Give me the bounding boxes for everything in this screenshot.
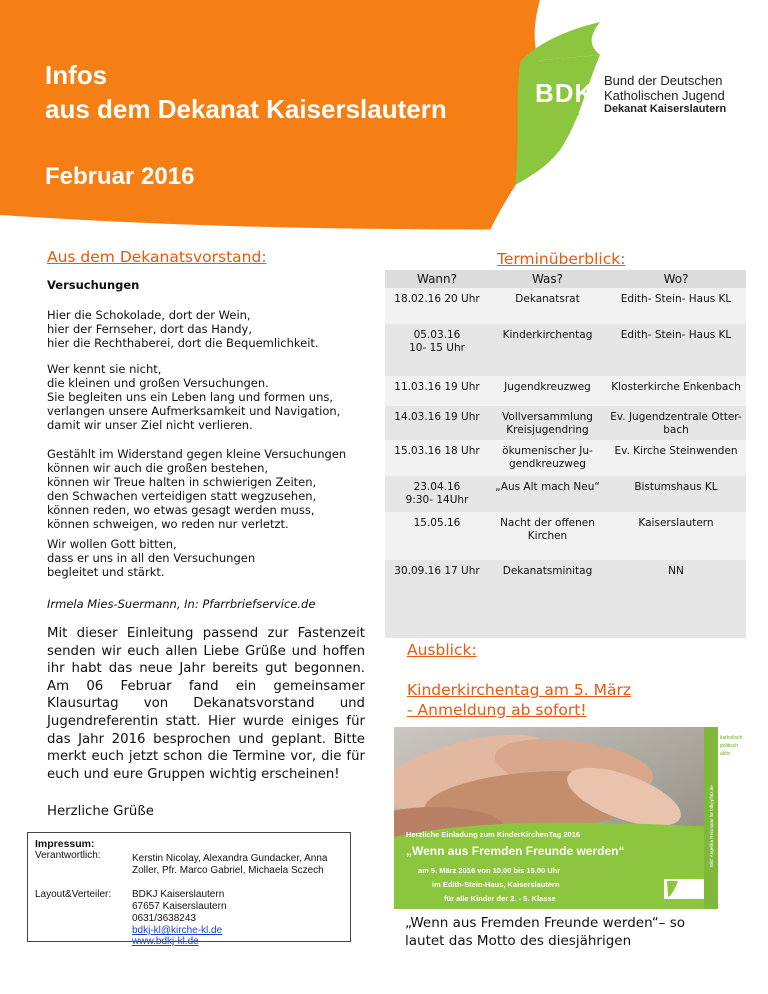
impressum-title: Impressum: [35,838,95,850]
flyer-credit: Bild: Angelika Reismann für bdkj-pfalz.de [709,785,714,867]
poem-stanza: Hier die Schokolade, dort der Wein, hier der Fernseher, dort das Handy, hier die Rechthaberei, dort die Bequemlichkeit. [47,308,319,350]
termine-heading: Terminüberblick: [497,250,626,268]
cell-wann: 14.03.16 19 Uhr [394,411,480,423]
poem-title: Versuchungen [47,278,140,292]
verantwortlich-value: Kerstin Nicolay, Alexandra Gundacker, Anna Zoller, Pfr. Marco Gabriel, Michaela Sczech [132,853,328,876]
address-line: 67657 Kaiserslautern [132,901,227,912]
cell-wo: NN [668,565,684,577]
table-row [385,512,746,560]
kinderkirchentag-heading: Kinderkirchentag am 5. März - Anmeldung ab sofort! [407,681,632,719]
org-name-line-1: Bund der Deutschen [604,73,723,88]
cell-wann: 15.03.16 18 Uhr [394,445,480,457]
table-row [385,288,746,324]
table-spacer-row [385,620,746,638]
table-row [385,440,746,476]
bdkj-logo-text: BDKJ [535,78,610,108]
cell-was: Dekanatsminitag [502,565,593,577]
poem-stanza: Wir wollen Gott bitten, dass er uns in all den Versuchungen begleitet und stärkt. [47,537,256,579]
cell-was: Vollversammlung Kreisjugendring [502,411,593,436]
table-header-row [385,270,746,288]
phone-number: 0631/3638243 [132,913,196,924]
title-line-2: aus dem Dekanat Kaiserslautern [45,94,447,124]
cell-was: Jugendkreuzweg [504,381,591,393]
cell-was: Dekanatsrat [515,293,580,305]
cell-wo: Ev. Jugendzentrale Otter- bach [610,411,742,436]
cell-wann: 11.03.16 19 Uhr [394,381,480,393]
motto-paragraph: „Wenn aus Fremden Freunde werden“– so lautet das Motto des diesjährigen [405,915,686,949]
cell-was: Nacht der offenen Kirchen [500,517,595,542]
cell-wann: 18.02.16 20 Uhr [394,293,480,305]
org-name-line-2: Katholischen Jugend [604,88,725,103]
flyer-label: politisch [720,743,739,749]
layout-label: Layout&Verteiler: [35,889,112,900]
table-row [385,324,746,376]
cell-wann: 23.04.16 9:30- 14Uhr [405,481,469,506]
header-wo: Wo? [663,272,689,286]
verantwortlich-label: Verantwortlich: [35,850,101,861]
table-row [385,406,746,440]
poem-stanza: Gestählt im Widerstand gegen kleine Versuchungen können wir auch die großen bestehen, können wir Treue halten in schwierigen Zeiten, den Schwachen verteidigen statt wegzusehen, können reden, wo etwas gesagt werden muss, können schweigen, wo reden nur verletzt. [47,447,347,531]
cell-wo: Bistumshaus KL [634,481,718,493]
table-row [385,560,746,602]
header-wann: Wann? [416,272,458,286]
address-line: BDKJ Kaiserslautern [132,889,225,900]
flyer-place: im Edith-Stein-Haus, Kaiserslautern [432,880,560,889]
cell-wo: Edith- Stein- Haus KL [620,293,732,305]
flyer-motto: „Wenn aus Fremden Freunde werden“ [406,844,625,858]
flyer-label: aktiv [720,751,731,757]
title-line-1: Infos [45,60,108,90]
poem-citation: Irmela Mies-Suermann, In: Pfarrbriefservice.de [47,597,316,611]
table-row [385,376,746,406]
header-banner [0,0,768,250]
cell-wo: Kaiserslautern [638,517,714,529]
vorstand-heading: Aus dem Dekanatsvorstand: [47,248,267,266]
cell-wann: 30.09.16 17 Uhr [394,565,480,577]
cell-wo: Klosterkirche Enkenbach [611,381,741,393]
flyer-image [394,727,746,909]
flyer-date: am 5. März 2016 von 10.00 bis 15.00 Uhr [418,866,561,875]
cell-wo: Ev. Kirche Steinwenden [614,445,738,457]
impressum-box [27,832,351,947]
flyer-audience: für alle Kinder der 2. - 5. Klasse [444,894,556,903]
ausblick-heading: Ausblick: [407,641,477,659]
intro-paragraph: Mit dieser Einleitung passend zur Fastenzeit senden wir euch allen Liebe Grüße und hoffen ihr habt das neue Jahr bereits gut begonnen. Am 06 Februar fand ein gemeinsamer Klausurtag von Dekanatsvorstand und Jugendreferentin statt. Hier wurde einiges für das Jahr 2016 besprochen und geplant. Bitte merkt euch jetzt schon die Termine vor, die für euch und eure Gruppen wichtig erscheinen! [47,626,365,782]
cell-was: Kinderkirchentag [502,329,593,341]
greeting: Herzliche Grüße [47,804,154,819]
header-was: Was? [531,272,564,286]
cell-wo: Edith- Stein- Haus KL [620,329,732,341]
cell-wann: 15.05.16 [413,517,461,529]
flyer-invite: Herzliche Einladung zum KinderKirchenTag 2016 [406,830,581,839]
org-name-line-3: Dekanat Kaiserslautern [604,103,727,115]
poem-stanza: Wer kennt sie nicht, die kleinen und großen Versuchungen. Sie begleiten uns ein Leben lang und formen uns, verlangen unsere Aufmerksamkeit und Navigation, damit wir unser Ziel nicht verlieren. [47,362,341,432]
cell-was: „Aus Alt mach Neu“ [495,481,600,493]
table-row [385,476,746,512]
website-link[interactable]: www.bdkj-kl.de [132,936,199,947]
cell-wann: 05.03.16 10- 15 Uhr [409,329,465,354]
issue-date: Februar 2016 [45,163,195,190]
email-link[interactable]: bdkj-kl@kirche-kl.de [132,925,223,936]
cell-was: ökumenischer Ju- gendkreuzweg [502,445,593,470]
table-spacer-row [385,602,746,620]
flyer-label: katholisch [720,735,743,741]
